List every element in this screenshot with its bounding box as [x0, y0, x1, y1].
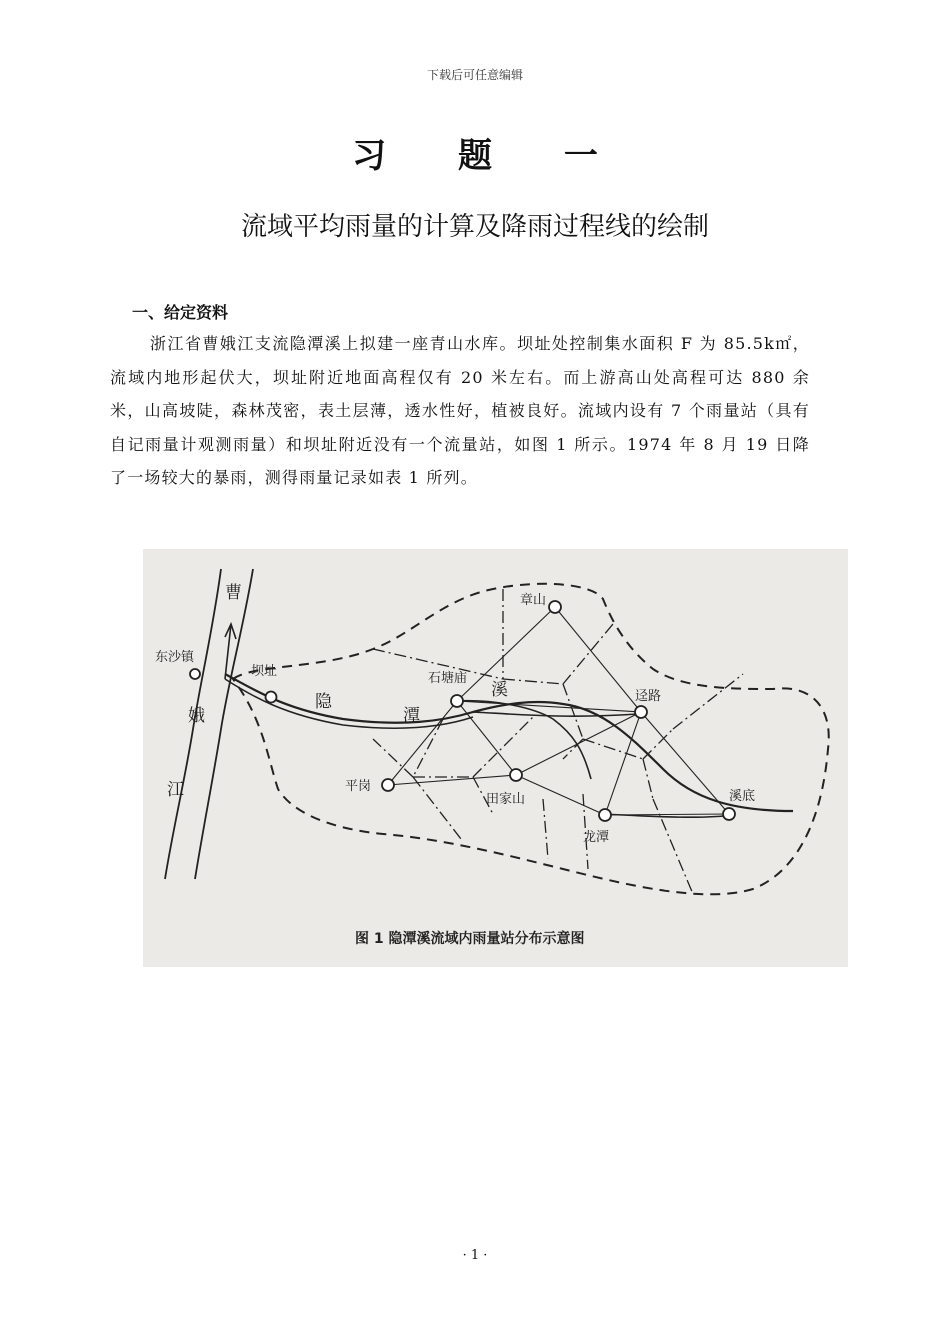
river-label-cao: 曹: [225, 583, 242, 603]
figure-caption: 图 1 隐潭溪流域内雨量站分布示意图: [355, 931, 585, 947]
section-heading: 一、给定资料: [132, 303, 229, 322]
stream-label-xi: 溪: [491, 680, 508, 700]
place-jinglu: 迳路: [635, 689, 662, 704]
yintan-stream: [225, 674, 793, 811]
stream-label-tan: 潭: [403, 706, 420, 726]
page-number: · 1 ·: [462, 1248, 488, 1263]
header-note: 下载后可任意编辑: [426, 68, 523, 82]
exercise-subtitle: 流域平均雨量的计算及降雨过程线的绘制: [240, 212, 709, 242]
watershed-map-figure: [143, 549, 848, 967]
place-zhangshan: 章山: [520, 593, 547, 608]
river-label-e: 娥: [188, 706, 205, 726]
station-xidi: [723, 808, 735, 820]
station-jinglu: [635, 706, 647, 718]
river-label-jiang: 江: [167, 780, 184, 800]
place-dongshazhen: 东沙镇: [155, 650, 195, 665]
station-shitangmiao: [451, 695, 463, 707]
stations: [190, 601, 735, 821]
tributary-2: [473, 712, 638, 716]
place-shitangmiao: 石塘庙: [428, 671, 468, 686]
station-connections: [388, 607, 729, 815]
station-tianjiashan: [510, 769, 522, 781]
station-pinggang: [382, 779, 394, 791]
place-tianjiashan: 田家山: [486, 792, 526, 807]
place-bazhi: 坝址: [251, 664, 278, 679]
watershed-map: [143, 549, 848, 967]
station-zhangshan: [549, 601, 561, 613]
station-dongshazhen: [190, 669, 200, 679]
body-paragraph: 浙江省曹娥江支流隐潭溪上拟建一座青山水库。坝址处控制集水面积 F 为 85.5k㎡，流域内地形起伏大，坝址附近地面高程仅有 20 米左右。而上游高山处高程可达 880 余米，山高坡陡，森林茂密，表土层薄，透水性好，植被良好。流域内设有 7 个雨量站（具有自记雨量计观测雨量）和坝址附近没有一个流量站，如图 1 所示。1974 年 8 月 19 日降了一场较大的暴雨，测得雨量记录如表 1 所列。: [110, 334, 810, 487]
place-longtan: 龙潭: [583, 830, 610, 845]
place-pinggang: 平岗: [345, 779, 372, 794]
station-longtan: [599, 809, 611, 821]
exercise-title: 习 题 一: [352, 136, 628, 176]
thiessen-lines: [373, 589, 743, 894]
flow-arrow: [225, 624, 236, 679]
place-xidi: 溪底: [729, 789, 756, 804]
station-bazhi: [266, 692, 277, 703]
stream-label-yin: 隐: [315, 692, 332, 712]
